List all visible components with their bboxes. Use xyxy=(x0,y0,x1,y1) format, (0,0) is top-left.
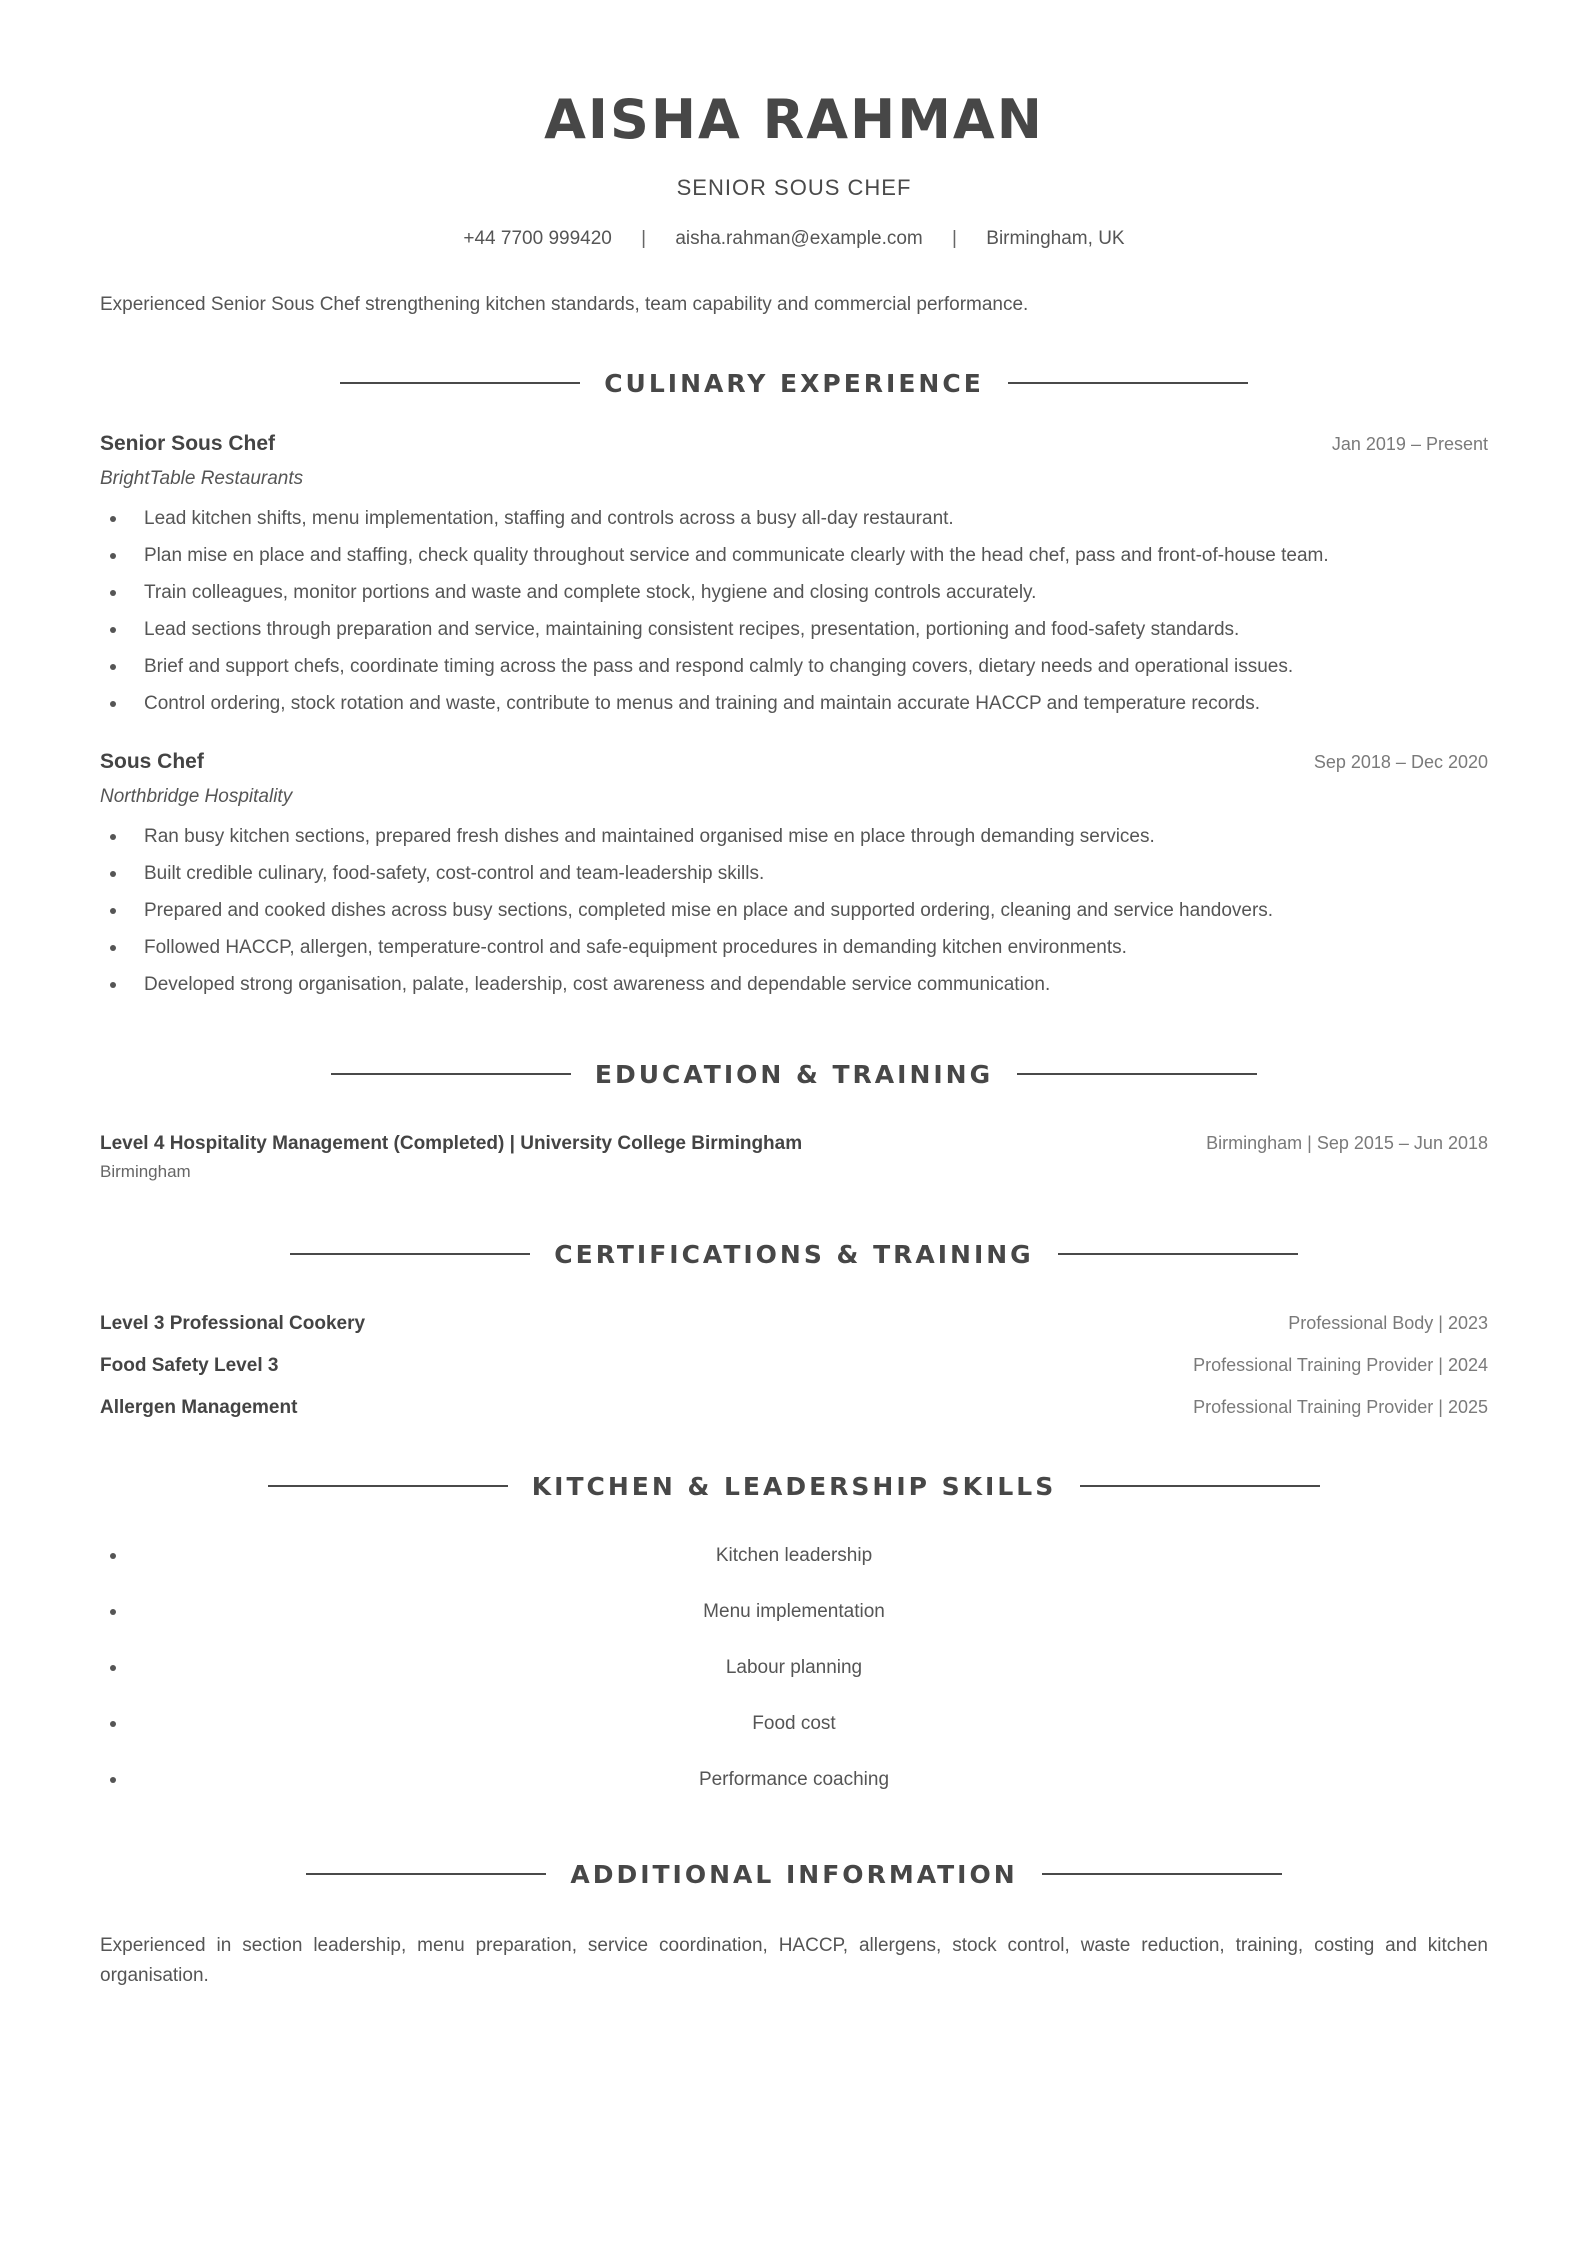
section-title: CERTIFICATIONS & TRAINING xyxy=(554,1239,1034,1269)
heading-rule-right xyxy=(1058,1253,1298,1255)
professional-summary: Experienced Senior Sous Chef strengthening kitchen standards, team capability and commercial performance. xyxy=(100,294,1029,315)
heading-rule-left xyxy=(290,1253,530,1255)
list-item: Ran busy kitchen sections, prepared fresh dishes and maintained organised mise en place through demanding services. xyxy=(100,818,1488,855)
certification-meta: Professional Training Provider | 2024 xyxy=(1193,1355,1488,1375)
list-item: Built credible culinary, food-safety, cost-control and team-leadership skills. xyxy=(100,855,1488,892)
contact-separator: | xyxy=(641,228,647,249)
list-item: Kitchen leadership xyxy=(100,1543,1488,1599)
list-item: Plan mise en place and staffing, check quality throughout service and communicate clearly with the head chef, pass and front-of-house team. xyxy=(100,537,1488,574)
job-title: Sous Chef xyxy=(100,750,204,773)
company-name: Northbridge Hospitality xyxy=(100,786,293,807)
company-name: BrightTable Restaurants xyxy=(100,468,304,489)
skills-list xyxy=(100,1543,1488,1823)
section-heading-certifications xyxy=(100,1237,1488,1271)
resume-header xyxy=(100,0,1488,252)
education-header xyxy=(100,1131,1488,1157)
certification-name: Allergen Management xyxy=(100,1397,298,1418)
list-item: Prepared and cooked dishes across busy sections, completed mise en place and supported ordering, cleaning and service handovers. xyxy=(100,892,1488,929)
list-item: Labour planning xyxy=(100,1655,1488,1711)
candidate-role: SENIOR SOUS CHEF xyxy=(676,175,912,200)
list-item: Train colleagues, monitor portions and waste and complete stock, hygiene and closing controls accurately. xyxy=(100,574,1488,611)
education-meta: Birmingham | Sep 2015 – Jun 2018 xyxy=(1206,1133,1488,1153)
list-item: Lead kitchen shifts, menu implementation, staffing and controls across a busy all-day restaurant. xyxy=(100,500,1488,537)
education-location: Birmingham xyxy=(100,1162,191,1181)
heading-rule-right xyxy=(1008,382,1248,384)
education-title: Level 4 Hospitality Management (Completed) | University College Birmingham xyxy=(100,1133,803,1154)
job-bullets xyxy=(100,818,1488,1003)
certification-row xyxy=(100,1311,1488,1353)
candidate-name: AISHA RAHMAN xyxy=(544,88,1044,151)
job-dates: Sep 2018 – Dec 2020 xyxy=(1313,752,1488,772)
list-item: Control ordering, stock rotation and waste, contribute to menus and training and maintain accurate HACCP and temperature records. xyxy=(100,685,1488,722)
list-item: Performance coaching xyxy=(100,1767,1488,1823)
certification-name: Food Safety Level 3 xyxy=(100,1355,279,1376)
list-item: Food cost xyxy=(100,1711,1488,1767)
section-heading-additional xyxy=(100,1857,1488,1891)
heading-rule-left xyxy=(306,1873,546,1875)
list-item: Menu implementation xyxy=(100,1599,1488,1655)
certifications-list xyxy=(100,1311,1488,1437)
certification-meta: Professional Body | 2023 xyxy=(1288,1313,1488,1333)
job-bullets xyxy=(100,500,1488,722)
heading-rule-left xyxy=(268,1485,508,1487)
certification-row xyxy=(100,1395,1488,1437)
section-heading-education xyxy=(100,1057,1488,1091)
phone-number: +44 7700 999420 xyxy=(463,228,612,249)
education-entry xyxy=(100,1131,1488,1183)
section-title: CULINARY EXPERIENCE xyxy=(604,368,984,398)
location: Birmingham, UK xyxy=(986,228,1125,249)
contact-line xyxy=(100,226,1488,252)
job-header xyxy=(100,430,1488,458)
email-address: aisha.rahman@example.com xyxy=(675,228,923,249)
job-title: Senior Sous Chef xyxy=(100,432,276,455)
certification-meta: Professional Training Provider | 2025 xyxy=(1193,1397,1488,1417)
heading-rule-left xyxy=(331,1073,571,1075)
heading-rule-left xyxy=(340,382,580,384)
list-item: Developed strong organisation, palate, leadership, cost awareness and dependable service communication. xyxy=(100,966,1488,1003)
heading-rule-right xyxy=(1017,1073,1257,1075)
section-title: EDUCATION & TRAINING xyxy=(594,1059,994,1089)
job-entry xyxy=(100,430,1488,722)
certification-row xyxy=(100,1353,1488,1395)
heading-rule-right xyxy=(1042,1873,1282,1875)
job-dates: Jan 2019 – Present xyxy=(1331,434,1488,454)
job-header xyxy=(100,748,1488,776)
certification-name: Level 3 Professional Cookery xyxy=(100,1313,366,1334)
list-item: Brief and support chefs, coordinate timing across the pass and respond calmly to changing covers, dietary needs and operational issues. xyxy=(100,648,1488,685)
section-heading-skills xyxy=(100,1469,1488,1503)
list-item: Followed HACCP, allergen, temperature-control and safe-equipment procedures in demanding kitchen environments. xyxy=(100,929,1488,966)
additional-information: Experienced in section leadership, menu preparation, service coordination, HACCP, allergens, stock control, waste reduction, training, costing and kitchen organisation. xyxy=(100,1935,1488,1986)
list-item: Lead sections through preparation and service, maintaining consistent recipes, presentation, portioning and food-safety standards. xyxy=(100,611,1488,648)
section-title: ADDITIONAL INFORMATION xyxy=(570,1859,1018,1889)
job-entry xyxy=(100,748,1488,1003)
section-title: KITCHEN & LEADERSHIP SKILLS xyxy=(531,1471,1057,1501)
section-heading-experience xyxy=(100,366,1488,400)
heading-rule-right xyxy=(1080,1485,1320,1487)
contact-separator: | xyxy=(952,228,957,249)
